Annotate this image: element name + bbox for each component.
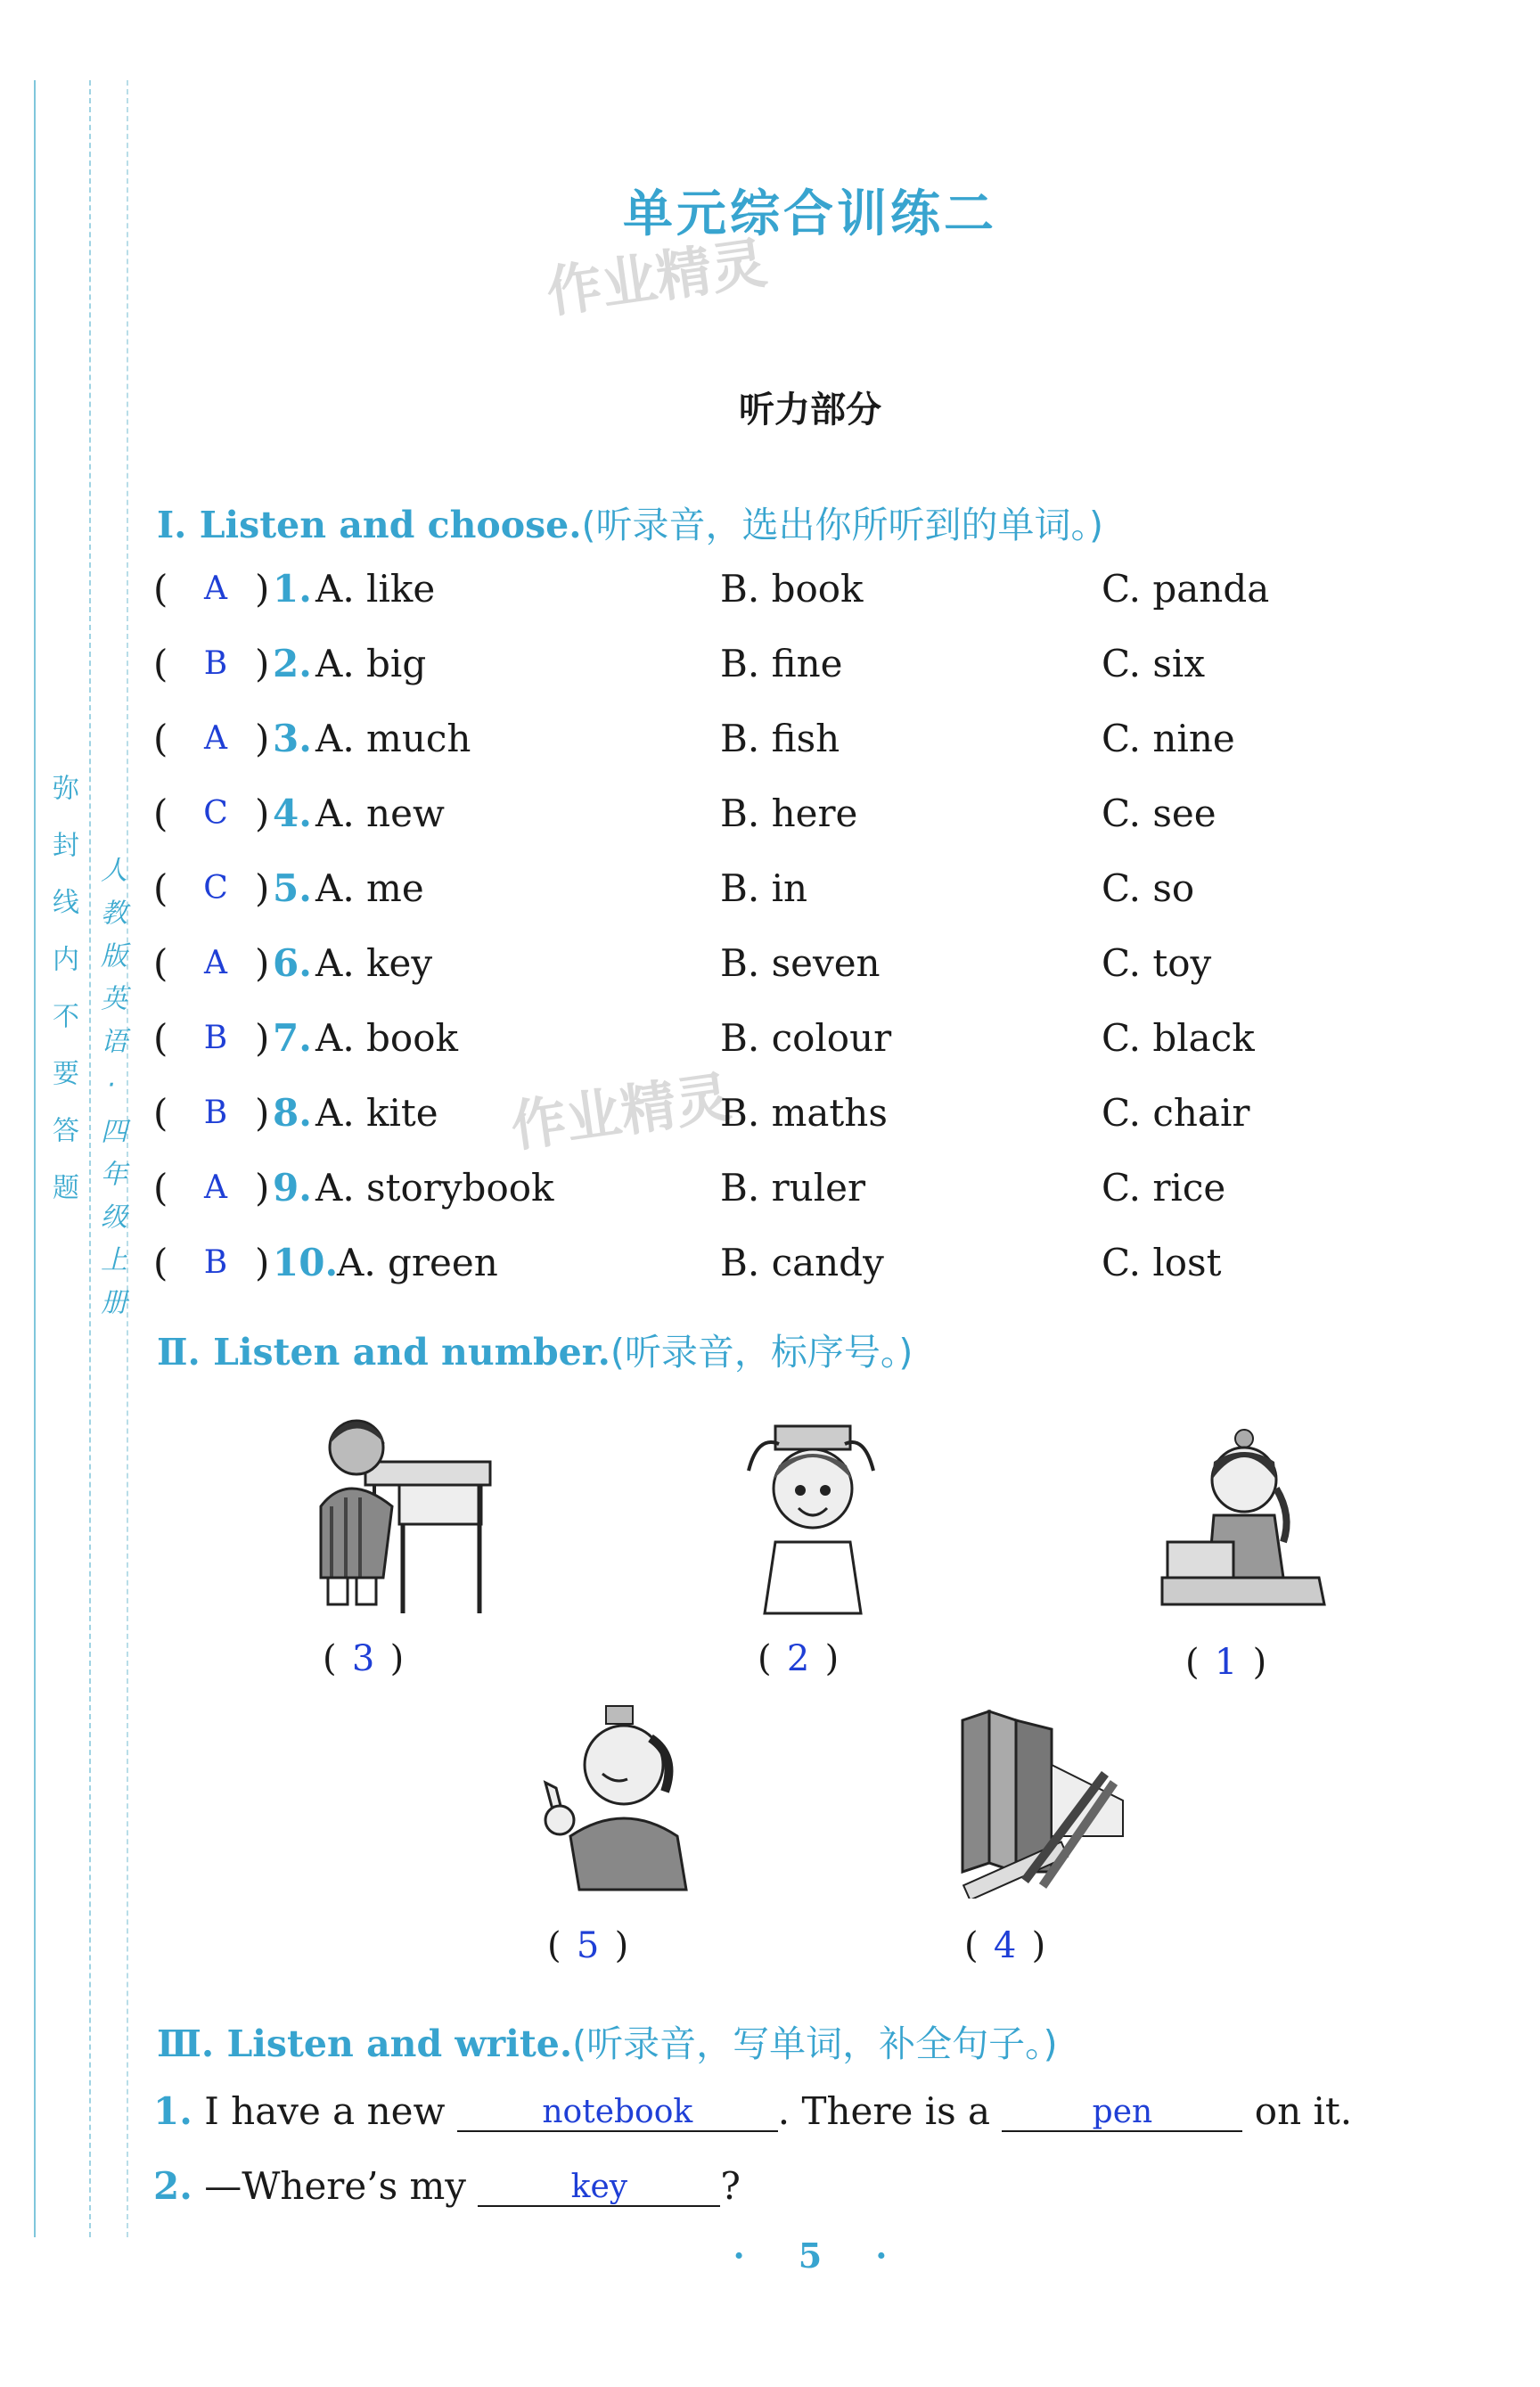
- part1-title: [157, 496, 1103, 548]
- part3-title-en: Ⅲ. Listen and write.: [157, 2022, 573, 2065]
- question-number: 9.: [273, 1166, 312, 1210]
- book-edition-label: 人教版英语·四年级上册: [95, 856, 127, 1331]
- answer-choice[interactable]: A: [204, 720, 227, 757]
- part2-title: [157, 1323, 913, 1375]
- books-and-pencils-illustration: [954, 1702, 1132, 1899]
- question-row: [0, 567, 1540, 642]
- page-title: 单元综合训练二: [623, 185, 997, 243]
- picture-answer-3: ( 1 ): [1185, 1642, 1267, 1683]
- option-c: C. toy: [1102, 941, 1212, 985]
- option-a: A. much: [315, 717, 471, 760]
- option-b: B. ruler: [720, 1166, 866, 1210]
- option-b: B. colour: [720, 1016, 892, 1060]
- picture-answer-1: ( 3 ): [323, 1638, 405, 1679]
- option-b: B. seven: [720, 941, 881, 985]
- answer-paren-close: ): [255, 866, 270, 910]
- question-row: [0, 1166, 1540, 1241]
- question-number: 10.: [273, 1241, 339, 1284]
- book-on-head-illustration: [740, 1417, 882, 1622]
- answer-paren-close: ): [255, 1166, 270, 1210]
- section-heading: 听力部分: [739, 390, 881, 431]
- answer-blank[interactable]: key: [478, 2169, 720, 2207]
- girl-reading-illustration: [1159, 1426, 1328, 1622]
- option-a: A. like: [315, 567, 436, 611]
- option-a: A. kite: [315, 1091, 438, 1135]
- answer-choice[interactable]: B: [203, 645, 228, 682]
- part1-title-en: Ⅰ. Listen and choose.: [157, 504, 582, 546]
- picture-answer-2: ( 2 ): [758, 1638, 840, 1679]
- option-a: A. me: [315, 866, 424, 910]
- answer-paren-close: ): [255, 1091, 270, 1135]
- answer-choice[interactable]: B: [203, 1244, 228, 1281]
- option-b: B. book: [720, 567, 864, 611]
- question-row: [0, 941, 1540, 1016]
- question-row: [0, 1016, 1540, 1091]
- question-number: 2.: [273, 642, 312, 685]
- picture-answer-5: ( 4 ): [964, 1925, 1046, 1966]
- option-b: B. maths: [720, 1091, 888, 1135]
- answer-paren-open: (: [153, 866, 168, 910]
- answer-choice[interactable]: C: [203, 870, 228, 906]
- option-b: B. candy: [720, 1241, 884, 1284]
- part1-title-cn: (听录音，选出你所听到的单词。): [581, 504, 1104, 546]
- question-row: [0, 642, 1540, 717]
- picture-answer-4: ( 5 ): [547, 1925, 629, 1966]
- question-number: 3.: [273, 717, 312, 760]
- answer-choice[interactable]: B: [203, 1020, 228, 1056]
- write-sentence-1: 1. I have a new notebook . There is a pen on it.: [153, 2089, 1353, 2133]
- boy-thinking-illustration: [535, 1702, 695, 1899]
- answer-paren-open: (: [153, 941, 168, 985]
- answer-choice[interactable]: B: [203, 1095, 228, 1131]
- option-c: C. six: [1102, 642, 1206, 685]
- option-c: C. lost: [1102, 1241, 1222, 1284]
- question-number: 4.: [273, 792, 312, 835]
- question-number: 6.: [273, 941, 312, 985]
- option-a: A. storybook: [315, 1166, 554, 1210]
- answer-paren-open: (: [153, 1016, 168, 1060]
- answer-paren-close: ): [255, 1016, 270, 1060]
- answer-paren-open: (: [153, 1241, 168, 1284]
- option-a: A. key: [315, 941, 433, 985]
- watermark: 作业精灵: [542, 230, 771, 325]
- answer-choice[interactable]: A: [204, 570, 227, 607]
- part3-title: [157, 2014, 1058, 2067]
- answer-paren-close: ): [255, 792, 270, 835]
- option-c: C. chair: [1102, 1091, 1250, 1135]
- answer-paren-open: (: [153, 567, 168, 611]
- question-row: [0, 792, 1540, 866]
- child-at-desk-illustration: [285, 1408, 499, 1622]
- part3-title-cn: (听录音，写单词，补全句子。): [572, 2022, 1058, 2065]
- answer-paren-open: (: [153, 792, 168, 835]
- option-b: B. fine: [720, 642, 843, 685]
- answer-choice[interactable]: A: [204, 945, 227, 981]
- question-row: [0, 717, 1540, 792]
- watermark: 作业精灵: [506, 1064, 735, 1160]
- answer-paren-close: ): [255, 642, 270, 685]
- write-sentence-2: 2. —Where’s my key ?: [153, 2164, 741, 2208]
- answer-paren-close: ): [255, 941, 270, 985]
- question-number: 5.: [273, 866, 312, 910]
- option-c: C. rice: [1102, 1166, 1226, 1210]
- question-row: [0, 1091, 1540, 1166]
- part2-title-en: Ⅱ. Listen and number.: [157, 1331, 610, 1374]
- answer-paren-open: (: [153, 1166, 168, 1210]
- question-number: 8.: [273, 1091, 312, 1135]
- option-a: A. green: [337, 1241, 498, 1284]
- answer-paren-close: ): [255, 567, 270, 611]
- seal-line-notice: 弥封线内不要答题: [47, 774, 78, 1230]
- option-c: C. see: [1102, 792, 1216, 835]
- answer-paren-close: ): [255, 717, 270, 760]
- answer-choice[interactable]: A: [204, 1169, 227, 1206]
- part2-title-cn: (听录音，标序号。): [610, 1331, 913, 1374]
- answer-choice[interactable]: C: [203, 795, 228, 832]
- option-a: A. big: [315, 642, 427, 685]
- answer-blank[interactable]: notebook: [457, 2094, 778, 2132]
- answer-blank[interactable]: pen: [1002, 2094, 1242, 2132]
- option-c: C. black: [1102, 1016, 1255, 1060]
- answer-paren-open: (: [153, 642, 168, 685]
- answer-paren-open: (: [153, 717, 168, 760]
- page-number: · 5 ·: [733, 2235, 888, 2276]
- option-c: C. panda: [1102, 567, 1270, 611]
- answer-paren-close: ): [255, 1241, 270, 1284]
- option-b: B. fish: [720, 717, 840, 760]
- option-b: B. here: [720, 792, 858, 835]
- option-c: C. nine: [1102, 717, 1235, 760]
- option-b: B. in: [720, 866, 808, 910]
- option-a: A. new: [315, 792, 445, 835]
- option-c: C. so: [1102, 866, 1195, 910]
- question-row: [0, 866, 1540, 941]
- question-row: [0, 1241, 1540, 1316]
- option-a: A. book: [315, 1016, 458, 1060]
- answer-paren-open: (: [153, 1091, 168, 1135]
- question-number: 7.: [273, 1016, 312, 1060]
- question-number: 1.: [273, 567, 312, 611]
